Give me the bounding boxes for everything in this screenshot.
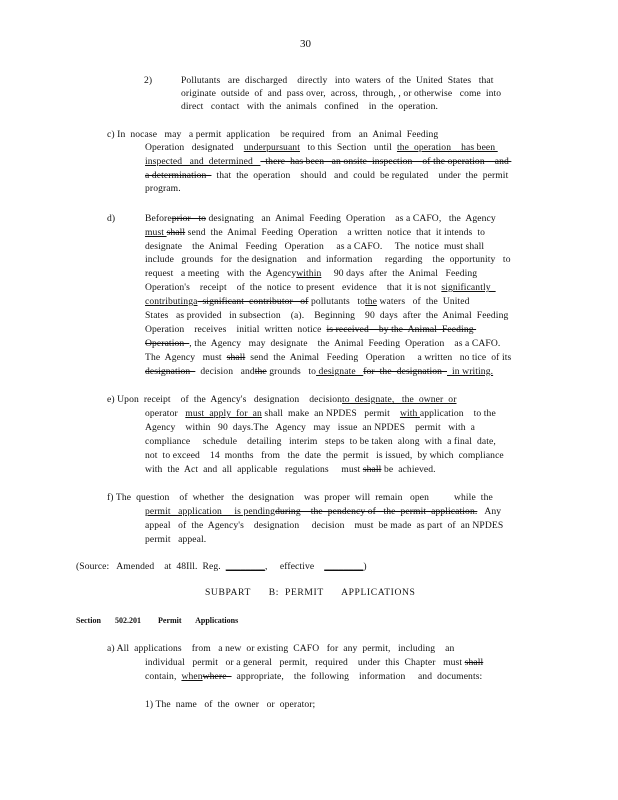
para-d-line: designate the Animal Feeding Operation as a CAFO. The notice must shall [145,241,485,252]
para-d-line: Beforeprior to designating an Animal Feeding Operation as a CAFO, the Agency [145,213,496,224]
para-d-line: request a meeting with the Agencywithin 90 days after the Animal Feeding [145,268,478,279]
para-f-line: appeal of the Agency's designation decision must be made as part of an NPDES [145,520,504,531]
page-number: 30 [300,38,311,50]
source-note: (Source: Amended at 48Ill. Reg. ________, effective ________) [76,561,367,572]
para-d-line: The Agency must shall send the Animal Feeding Operation a written no tice of its [145,352,512,363]
para-a-line: a) All applications from a new or existing CAFO for any permit, including an [107,643,455,654]
para-d-line: States as provided in subsection (a). Beginning 90 days after the Animal Feeding [145,310,509,321]
para-e-line: operator must apply for an shall make an NPDES permit with application to the [145,408,496,419]
section-label: Section [76,616,101,625]
para-d-line: must shall send the Animal Feeding Operation a written notice that it intends to [145,227,486,238]
para-d-line: contributinga significant contributor of pollutants tothe waters of the United [145,296,470,307]
para-e-line: compliance schedule detailing interim steps to be taken along with a final date, [145,436,496,447]
para-c-line: Operation designated underpursuant to this Section until the operation has been [145,142,498,153]
para-f-line: permit application is pendingduring the pendency of the permit application. Any [145,506,502,517]
para-f-line: permit appeal. [145,534,207,545]
para-e-line: e) Upon receipt of the Agency's designation decisionto designate, the owner or [107,394,457,405]
item-2-line: originate outside of and pass over, across, through, , or otherwise come into [181,88,502,99]
para-a-line: contain, whenwhere appropriate, the following information and documents: [145,671,483,682]
para-c-line: a determination that the operation should and could be regulated under the permit [145,170,509,181]
para-f-line: f) The question of whether the designation was proper will remain open while the [107,492,493,503]
para-d-line: Operation receives initial written notice is received by the Animal Feeding [145,324,477,335]
para-d-marker: d) [107,213,116,224]
para-e-line: Agency within 90 days.The Agency may issue an NPDES permit with a [145,422,476,433]
section-title: Permit Applications [158,616,239,625]
para-c-line: inspected and determined there has been an onsite inspection of the operation and [145,156,512,167]
para-c-line: program. [145,183,181,194]
list-item-1: 1) The name of the owner or operator; [145,699,316,710]
item-2-line: Pollutants are discharged directly into waters of the United States that [181,75,494,86]
para-e-line: with the Act and all applicable regulations must shall be achieved. [145,464,436,475]
para-d-line: Operation's receipt of the notice to present evidence that it is not significantly [145,282,496,293]
para-a-line: individual permit or a general permit, required under this Chapter must shall [145,657,484,668]
para-d-line: Operation , the Agency may designate the Animal Feeding Operation as a CAFO. [145,338,501,349]
item-2-line: direct contact with the animals confined in the operation. [181,101,438,112]
para-d-line: designation decision andthe grounds to designate for the designation in writing. [145,366,494,377]
para-e-line: not to exceed 14 months from the date the permit is issued, by which compliance [145,450,504,461]
item-2-marker: 2) [144,75,153,86]
para-c-line: c) In nocase may a permit application be required from an Animal Feeding [107,129,439,140]
section-number: 502.201 [115,616,141,625]
subpart-heading: SUBPART B: PERMIT APPLICATIONS [205,587,416,598]
para-d-line: include grounds for the designation and information regarding the opportunity to [145,254,511,265]
